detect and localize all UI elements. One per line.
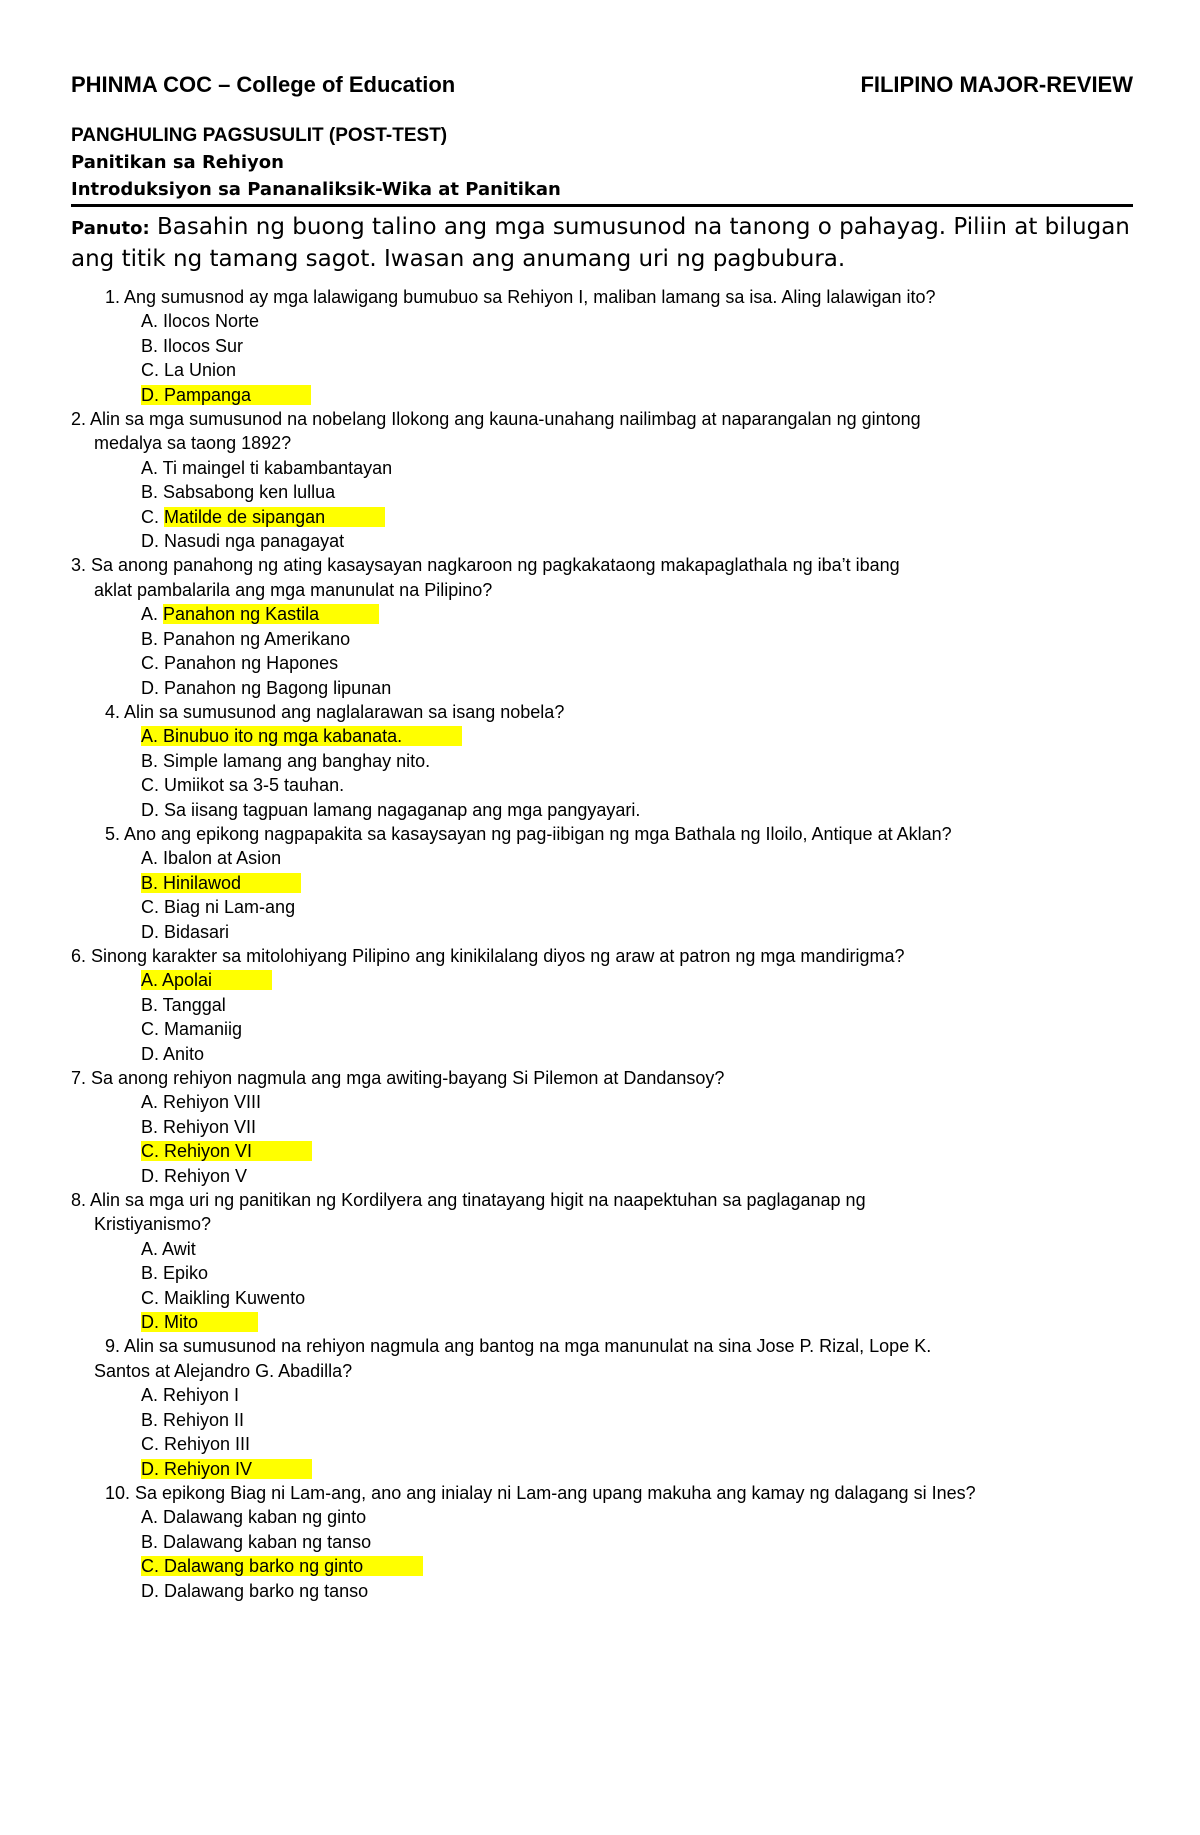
option-text: C. La Union	[141, 360, 237, 381]
option-text: D. Panahon ng Bagong lipunan	[141, 677, 392, 698]
title-block	[71, 122, 1133, 203]
question-text: 8. Alin sa mga uri ng panitikan ng Kordilyera ang tinatayang higit na naapektuhan sa paglaganap ng	[71, 1190, 866, 1211]
answer-option	[71, 1017, 1133, 1041]
option-text: B. Rehiyon II	[141, 1409, 245, 1430]
question-item	[71, 822, 1133, 944]
option-text: A. Rehiyon I	[141, 1385, 240, 1406]
answer-option	[71, 1554, 1133, 1578]
question-text: 10. Sa epikong Biag ni Lam-ang, ano ang inialay ni Lam-ang upang makuha ang kamay ng dalagang si Ines?	[105, 1482, 976, 1503]
header-institution: PHINMA COC – College of Education	[71, 72, 456, 97]
answer-option	[71, 1432, 1133, 1456]
option-text: A. Ibalon at Asion	[141, 848, 282, 869]
answer-option	[71, 895, 1133, 919]
option-text: D. Nasudi nga panagayat	[141, 531, 345, 552]
option-text: D. Bidasari	[141, 921, 230, 942]
answer-option	[71, 651, 1133, 675]
highlighted-answer: D. Mito	[141, 1312, 258, 1332]
highlighted-answer: D. Rehiyon IV	[141, 1459, 312, 1479]
document-header	[71, 70, 1133, 100]
answer-option	[71, 749, 1133, 773]
option-text: A. Rehiyon VIII	[141, 1092, 262, 1113]
question-text: Santos at Alejandro G. Abadilla?	[94, 1360, 353, 1381]
answer-option	[71, 505, 1133, 529]
title-divider	[71, 204, 1133, 207]
option-text: C. Mamaniig	[141, 1019, 243, 1040]
option-text: D. Dalawang barko ng tanso	[141, 1580, 369, 1601]
answer-option	[71, 627, 1133, 651]
answer-option	[71, 1261, 1133, 1285]
instructions-label: Panuto:	[71, 218, 150, 239]
question-text: aklat pambalarila ang mga manunulat na Pilipino?	[94, 579, 493, 600]
option-text: B. Dalawang kaban ng tanso	[141, 1531, 372, 1552]
highlighted-answer: D. Pampanga	[141, 385, 311, 405]
answer-option	[71, 1505, 1133, 1529]
option-text: B. Epiko	[141, 1263, 209, 1284]
answer-option	[71, 358, 1133, 382]
question-list	[71, 285, 1133, 1603]
document-page	[71, 70, 1133, 1603]
question-text: 9. Alin sa sumusunod na rehiyon nagmula ang bantog na mga manunulat na sina Jose P. Rizal, Lope K.	[105, 1336, 932, 1357]
answer-option	[71, 1042, 1133, 1066]
answer-option	[71, 1115, 1133, 1139]
option-text: C. Rehiyon III	[141, 1434, 251, 1455]
question-text: 6. Sinong karakter sa mitolohiyang Pilipino ang kinikilalang diyos ng araw at patron ng mga mandirigma?	[71, 945, 905, 966]
question-text: medalya sa taong 1892?	[94, 433, 292, 454]
exam-subject: Panitikan sa Rehiyon	[71, 152, 284, 173]
answer-option	[71, 383, 1133, 407]
option-text: C. Maikling Kuwento	[141, 1287, 306, 1308]
question-text: 7. Sa anong rehiyon nagmula ang mga awiting-bayang Si Pilemon at Dandansoy?	[71, 1068, 725, 1088]
question-text: 4. Alin sa sumusunod ang naglalarawan sa isang nobela?	[105, 701, 565, 722]
answer-option	[71, 1286, 1133, 1310]
answer-option	[71, 1139, 1133, 1163]
question-item	[71, 700, 1133, 822]
question-item	[71, 1188, 1133, 1334]
answer-option	[71, 1090, 1133, 1114]
question-text: 5. Ano ang epikong nagpapakita sa kasaysayan ng pag-iibigan ng mga Bathala ng Iloilo, Antique at Aklan?	[105, 823, 952, 844]
highlighted-answer: Matilde de sipangan	[164, 507, 385, 527]
option-text: B. Panahon ng Amerikano	[141, 628, 351, 649]
exam-title: PANGHULING PAGSUSULIT (POST-TEST)	[71, 125, 448, 146]
answer-option	[71, 724, 1133, 748]
option-text: C. Umiikot sa 3-5 tauhan.	[141, 775, 345, 796]
instructions	[71, 212, 1133, 275]
answer-option	[71, 1408, 1133, 1432]
question-text: 2. Alin sa mga sumusunod na nobelang Ilokong ang kauna-unahang nailimbag at naparangalan ng gintong	[71, 409, 921, 430]
option-text: C. Panahon ng Hapones	[141, 653, 339, 674]
answer-option	[71, 1164, 1133, 1188]
answer-option	[71, 1310, 1133, 1334]
question-item	[71, 285, 1133, 407]
answer-option	[71, 602, 1133, 626]
answer-option	[71, 1579, 1133, 1603]
answer-option	[71, 529, 1133, 553]
answer-option	[71, 480, 1133, 504]
answer-option	[71, 309, 1133, 333]
instructions-text: Basahin ng buong talino ang mga sumusunod na tanong o pahayag. Piliin at bilugan ang titik ng tamang sagot. Iwasan ang anumang uri ng pagbubura.	[71, 214, 1130, 272]
question-text: 3. Sa anong panahong ng ating kasaysayan nagkaroon ng pagkakataong makapaglathala ng iba’t ibang	[71, 555, 900, 576]
option-text: D. Anito	[141, 1043, 205, 1064]
highlighted-answer: Panahon ng Kastila	[163, 604, 379, 624]
highlighted-answer: C. Rehiyon VI	[141, 1141, 312, 1161]
highlighted-answer: B. Hinilawod	[141, 873, 301, 893]
answer-option	[71, 871, 1133, 895]
answer-option	[71, 676, 1133, 700]
option-text: B. Tanggal	[141, 994, 226, 1015]
exam-subtitle: Introduksiyon sa Pananaliksik-Wika at Panitikan	[71, 179, 561, 200]
answer-option	[71, 920, 1133, 944]
answer-option	[71, 456, 1133, 480]
option-text: D. Sa iisang tagpuan lamang nagaganap ang mga pangyayari.	[141, 799, 641, 820]
answer-option	[71, 1383, 1133, 1407]
option-text: A. Ilocos Norte	[141, 311, 260, 332]
option-text: B. Sabsabong ken lullua	[141, 482, 336, 503]
highlighted-answer: A. Apolai	[141, 970, 272, 990]
answer-option	[71, 846, 1133, 870]
answer-option	[71, 798, 1133, 822]
header-course: FILIPINO MAJOR-REVIEW	[860, 72, 1133, 97]
highlighted-answer: C. Dalawang barko ng ginto	[141, 1556, 423, 1576]
option-text: A. Ti maingel ti kabambantayan	[141, 457, 393, 478]
option-text: B. Rehiyon VII	[141, 1116, 257, 1137]
question-item	[71, 407, 1133, 553]
answer-option	[71, 1457, 1133, 1481]
question-item	[71, 1334, 1133, 1480]
option-prefix: A.	[141, 604, 164, 625]
question-text: 1. Ang sumusnod ay mga lalawigang bumubuo sa Rehiyon I, maliban lamang sa isa. Aling lalawigan ito?	[105, 287, 936, 307]
highlighted-answer: A. Binubuo ito ng mga kabanata.	[141, 726, 462, 746]
answer-option	[71, 968, 1133, 992]
question-item	[71, 1481, 1133, 1603]
option-prefix: C.	[141, 506, 165, 527]
answer-option	[71, 993, 1133, 1017]
answer-option	[71, 334, 1133, 358]
question-item	[71, 944, 1133, 1066]
answer-option	[71, 773, 1133, 797]
option-text: D. Rehiyon V	[141, 1165, 248, 1186]
option-text: B. Simple lamang ang banghay nito.	[141, 750, 431, 771]
option-text: B. Ilocos Sur	[141, 335, 244, 356]
question-item	[71, 1066, 1133, 1188]
option-text: A. Dalawang kaban ng ginto	[141, 1507, 367, 1528]
answer-option	[71, 1237, 1133, 1261]
question-text: Kristiyanismo?	[94, 1214, 212, 1235]
option-text: C. Biag ni Lam-ang	[141, 897, 296, 918]
option-text: A. Awit	[141, 1238, 196, 1259]
question-item	[71, 553, 1133, 699]
answer-option	[71, 1530, 1133, 1554]
